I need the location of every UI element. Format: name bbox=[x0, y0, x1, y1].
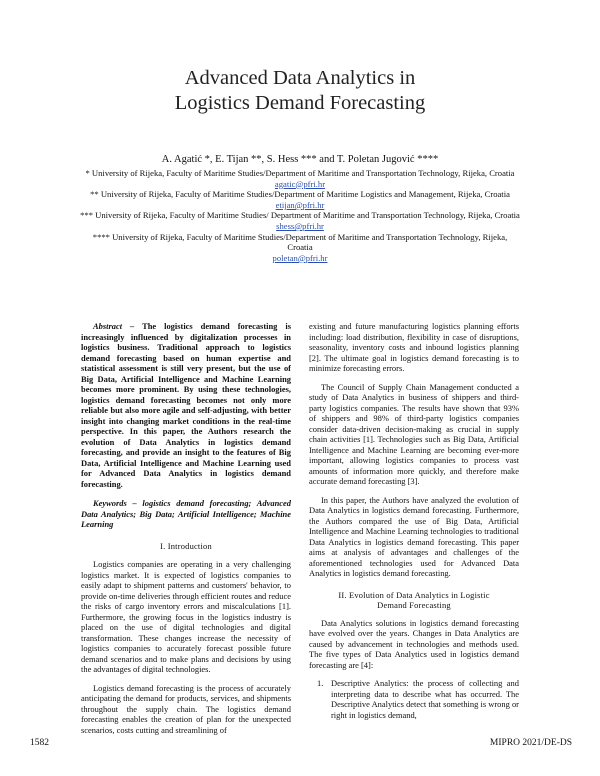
abstract bbox=[81, 321, 291, 489]
keywords: Keywords – logistics demand forecasting; Advanced Data Analytics; Big Data; Artificial Intelligence; Machine Learning bbox=[81, 498, 291, 529]
affiliation-2: ** University of Rijeka, Faculty of Maritime Studies/Department of Maritime Logistics and Management, Rijeka, Croatia bbox=[90, 189, 510, 200]
left-column bbox=[81, 321, 291, 743]
affiliation-3: *** University of Rijeka, Faculty of Maritime Studies/ Department of Maritime and Transportation Technology, Rijeka, Croatia bbox=[80, 210, 520, 221]
list-item-text: Descriptive Analytics: the process of collecting and interpreting data to describe what has occurred. The Descriptive Analytics detect that something is wrong or right in logistics demand, bbox=[331, 678, 519, 720]
intro-paragraph-1: Logistics companies are operating in a very challenging logistics market. It is expected of logistics companies to easily adapt to shipment patterns and customers' behavior, to provide on-time deliveries through efficient routes and reduce the risks of cargo inventory errors and miscalculations [1]. Furthermore, the growing focus in the logistics industry is placed on the use of digital technologies and digital transformation. These changes increase the necessity of logistics companies to accurately forecast possible future demand scenarios and to make plans and decisions by using the advantages of digital technologies. bbox=[81, 559, 291, 674]
affiliation-1: * University of Rijeka, Faculty of Maritime Studies/Department of Maritime and Transportation Technology, Rijeka, Croatia bbox=[85, 168, 515, 178]
evolution-paragraph: Data Analytics solutions in logistics demand forecasting have evolved over the years. Changes in Data Analytics are caused by advancement in technologies and methods used. The five types of Data Analytics used in logistics demand forecasting are [4]: bbox=[309, 617, 519, 670]
email-link-4[interactable]: poletan@pfri.hr bbox=[272, 252, 328, 263]
author-list: A. Agatić *, E. Tijan **, S. Hess *** and T. Poletan Jugović **** bbox=[161, 154, 439, 165]
list-item-number: 1. bbox=[317, 678, 324, 688]
paper-title bbox=[60, 66, 540, 116]
page-number: 1582 bbox=[30, 738, 49, 748]
email-link-2[interactable]: etijan@pfri.hr bbox=[275, 199, 325, 210]
right-paragraph-2: The Council of Supply Chain Management conducted a study of Data Analytics in business of shippers and third-party logistics companies. The results have shown that 93% of shippers and 98% of third-party logistics companies consider data-driven decision-making as crucial in supply chain activities [1]. Technologies such as Big Data, Artificial Intelligence and Machine Learning are becoming ever-more important, allowing logistics companies to process vast amounts of information more quickly, and therefore make accurate demand forecasting [3]. bbox=[309, 381, 519, 486]
section-heading-evolution-line-1: II. Evolution of Data Analytics in Logistic bbox=[338, 589, 490, 600]
abstract-text: – The logistics demand forecasting is increasingly influenced by digitalization processes in logistics business. Traditional approach to logistics demand forecasting based on human expertise and statistical assessment is still very present, but the use of Big Data, Artificial Intelligence and Machine Learning becomes more prominent. By using these technologies, logistics demand forecasting becomes not only more reliable but also more agile and self-adjusting, with better insight into changing market conditions in the real-time perspective. In this paper, the Authors research the evolution of Data Analytics in logistics demand forecasting, and provide an insight to the features of Big Data, Artificial Intelligence and Machine Learning used for Advanced Data Analytics in logistics demand forecasting. bbox=[81, 321, 291, 489]
venue-label: MIPRO 2021/DE-DS bbox=[489, 738, 572, 748]
section-heading-introduction: I. Introduction bbox=[160, 540, 212, 551]
right-column bbox=[309, 321, 519, 720]
email-link-1[interactable]: agatic@pfri.hr bbox=[274, 178, 326, 189]
list-item bbox=[309, 678, 519, 720]
email-link-3[interactable]: shess@pfri.hr bbox=[276, 220, 324, 231]
title-line-1: Advanced Data Analytics in bbox=[184, 67, 416, 89]
right-paragraph-3: In this paper, the Authors have analyzed the evolution of Data Analytics in logistics demand forecasting. Furthermore, the Authors compared the use of Big Data, Artificial Intelligence and Machine Learning technologies to traditional Data Analytics in logistics demand forecasting. This paper aims at analysis of advantages and challenges of the aforementioned technologies used for Advanced Data Analytics in logistics demand forecasting. bbox=[309, 494, 519, 578]
affiliation-4: **** University of Rijeka, Faculty of Maritime Studies/Department of Maritime and Transportation Technology, Rijeka, Croatia bbox=[92, 231, 508, 253]
affiliations bbox=[80, 168, 520, 263]
section-heading-evolution-line-2: Demand Forecasting bbox=[377, 600, 451, 610]
intro-paragraph-2: Logistics demand forecasting is the process of accurately anticipating the demand for products, services, and shipments throughout the supply chain. The logistics demand forecasting enables the creation of plan for the unexpected scenarios, costs cutting and streamlining of bbox=[81, 682, 291, 735]
abstract-label: Abstract bbox=[93, 321, 123, 331]
section-heading-evolution bbox=[309, 590, 519, 611]
right-paragraph-1: existing and future manufacturing logistics planning efforts including: load distribution, flexibility in case of disruptions, seasonality, inventory costs and inbound logistics planning [2]. The ultimate goal in logistics demand forecasting is to minimize forecasting errors. bbox=[309, 321, 519, 373]
analytics-types-list bbox=[309, 678, 519, 720]
title-line-2: Logistics Demand Forecasting bbox=[174, 92, 426, 114]
